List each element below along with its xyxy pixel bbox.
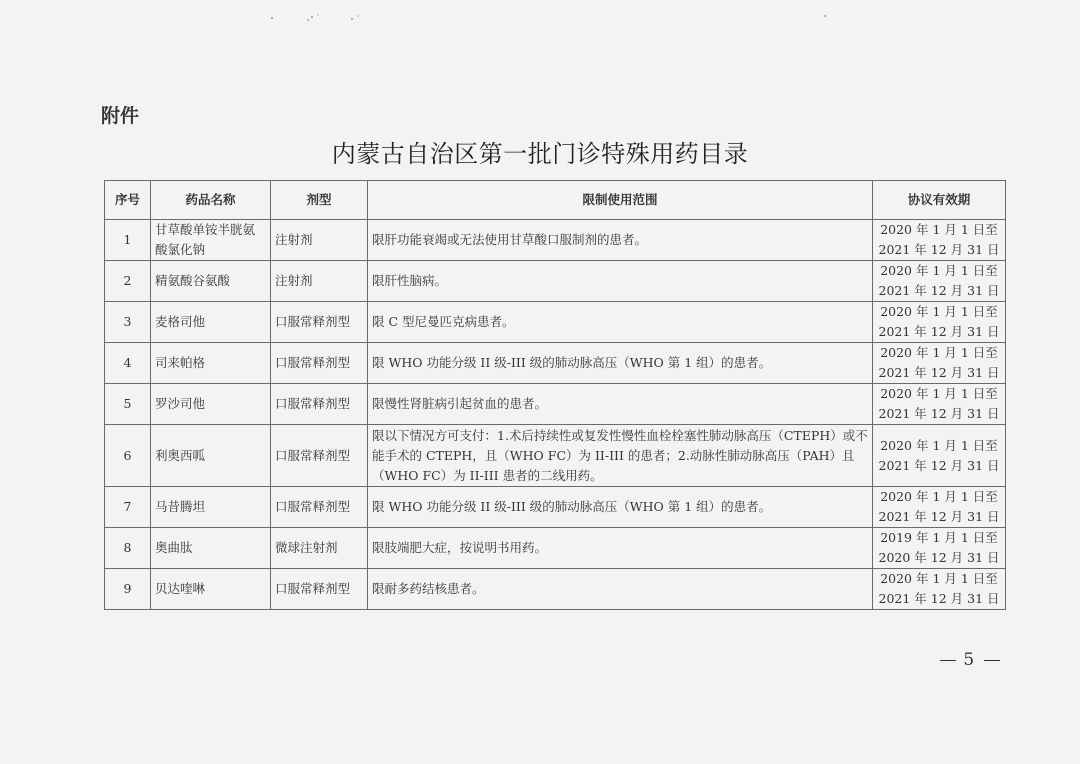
scan-specks [270,12,830,32]
valid-from: 2020 年 1 月 1 日至 [880,437,998,453]
header-name: 药品名称 [151,181,271,220]
header-form: 剂型 [271,181,368,220]
row-no: 7 [105,487,151,528]
dosage-form: 口服常释剂型 [271,384,368,425]
validity-period [873,528,1006,569]
dosage-form: 口服常释剂型 [271,487,368,528]
validity-period [873,261,1006,302]
document-title: 内蒙古自治区第一批门诊特殊用药目录 [331,140,749,168]
valid-from: 2020 年 1 月 1 日至 [880,386,998,401]
header-no: 序号 [105,181,151,220]
table-header-row [105,181,1006,220]
special-drug-table [104,180,1006,610]
usage-scope: 限慢性肾脏病引起贫血的患者。 [368,384,873,425]
valid-from: 2019 年 1 月 1 日至 [880,530,998,545]
table-row [105,384,1006,425]
row-no: 6 [105,425,151,487]
valid-from: 2020 年 1 月 1 日至 [880,571,998,586]
table-row [105,302,1006,343]
valid-to: 2021 年 12 月 31 日 [878,457,1000,473]
page-number-value: 5 [963,650,977,670]
usage-scope: 限肝性脑病。 [368,261,873,302]
attachment-label: 附件 [101,105,140,127]
table-row [105,487,1006,528]
valid-to: 2021 年 12 月 31 日 [878,365,1000,380]
table-row [105,261,1006,302]
validity-period [873,384,1006,425]
row-no: 5 [105,384,151,425]
drug-name: 奥曲肽 [151,528,271,569]
valid-to: 2021 年 12 月 31 日 [878,509,1000,524]
usage-scope: 限 WHO 功能分级 II 级-III 级的肺动脉高压（WHO 第 1 组）的患者。 [368,343,873,384]
usage-scope: 限以下情况方可支付：1.术后持续性或复发性慢性血栓栓塞性肺动脉高压（CTEPH）或不能手术的 CTEPH，且（WHO FC）为 II-III 的患者；2.动脉性肺动脉高压（PAH）且（WHO FC）为 II-III 患者的二线用药。 [368,425,873,487]
page-number [940,650,1000,670]
dosage-form: 口服常释剂型 [271,343,368,384]
validity-period [873,302,1006,343]
dosage-form: 口服常释剂型 [271,302,368,343]
dosage-form: 注射剂 [271,220,368,261]
drug-name: 马昔腾坦 [151,487,271,528]
dosage-form: 口服常释剂型 [271,569,368,610]
drug-name: 贝达喹啉 [151,569,271,610]
valid-to: 2021 年 12 月 31 日 [878,283,1000,298]
valid-from: 2020 年 1 月 1 日至 [880,345,998,360]
table-row [105,425,1006,487]
table-row [105,343,1006,384]
drug-name: 司来帕格 [151,343,271,384]
usage-scope: 限肝功能衰竭或无法使用甘草酸口服制剂的患者。 [368,220,873,261]
row-no: 8 [105,528,151,569]
header-valid: 协议有效期 [873,181,1006,220]
valid-from: 2020 年 1 月 1 日至 [880,304,998,319]
table-row [105,528,1006,569]
dosage-form: 注射剂 [271,261,368,302]
row-no: 3 [105,302,151,343]
validity-period [873,425,1006,487]
valid-to: 2021 年 12 月 31 日 [878,591,1000,606]
drug-name: 精氨酸谷氨酸 [151,261,271,302]
valid-to: 2020 年 12 月 31 日 [878,550,1000,565]
table-row [105,220,1006,261]
row-no: 2 [105,261,151,302]
row-no: 4 [105,343,151,384]
header-scope: 限制使用范围 [368,181,873,220]
validity-period [873,487,1006,528]
validity-period [873,343,1006,384]
drug-name: 利奥西呱 [151,425,271,487]
dash-left [940,660,956,661]
dosage-form: 口服常释剂型 [271,425,368,487]
valid-from: 2020 年 1 月 1 日至 [880,489,998,504]
row-no: 9 [105,569,151,610]
row-no: 1 [105,220,151,261]
valid-from: 2020 年 1 月 1 日至 [880,263,998,278]
valid-from: 2020 年 1 月 1 日至 [880,222,998,237]
validity-period [873,569,1006,610]
drug-name: 甘草酸单铵半胱氨酸氯化钠 [151,220,271,261]
drug-name: 罗沙司他 [151,384,271,425]
valid-to: 2021 年 12 月 31 日 [878,406,1000,421]
dosage-form: 微球注射剂 [271,528,368,569]
validity-period [873,220,1006,261]
table-row [105,569,1006,610]
usage-scope: 限 C 型尼曼匹克病患者。 [368,302,873,343]
drug-name: 麦格司他 [151,302,271,343]
dash-right [984,660,1000,661]
usage-scope: 限耐多药结核患者。 [368,569,873,610]
valid-to: 2021 年 12 月 31 日 [878,324,1000,339]
valid-to: 2021 年 12 月 31 日 [878,242,1000,257]
usage-scope: 限 WHO 功能分级 II 级-III 级的肺动脉高压（WHO 第 1 组）的患者。 [368,487,873,528]
usage-scope: 限肢端肥大症，按说明书用药。 [368,528,873,569]
